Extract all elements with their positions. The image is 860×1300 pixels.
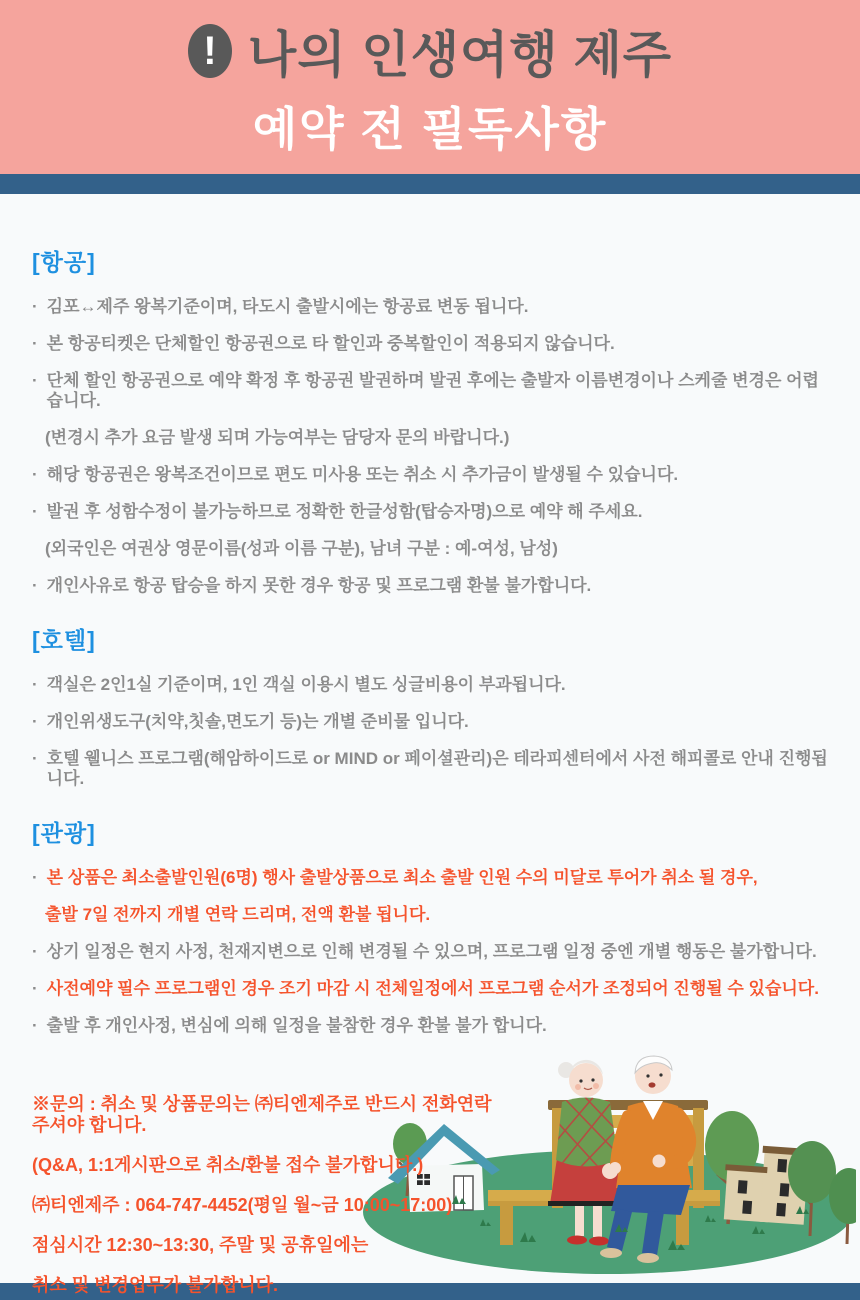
notice-text: 상기 일정은 현지 사정, 천재지변으로 인해 변경될 수 있으며, 프로그램 일정 중엔 개별 행동은 불가합니다. [46, 942, 817, 961]
section-tour [32, 815, 832, 1036]
notice-text: 개인사유로 항공 탑승을 하지 못한 경우 항공 및 프로그램 환불 불가합니다. [46, 576, 592, 595]
notice-text: 출발 7일 전까지 개별 연락 드리며, 전액 환불 됩니다. [45, 905, 431, 924]
notice-text: (외국인은 여권상 영문이름(성과 이름 구분), 남녀 구분 : 예-여성, 남성) [45, 539, 558, 558]
notice-header [0, 0, 860, 174]
bullet-marker: · [32, 371, 38, 390]
notice-text: 김포↔제주 왕복기준이며, 타도시 출발시에는 항공료 변동 됩니다. [46, 297, 529, 316]
bullet-marker: · [32, 712, 38, 731]
notice-line [32, 712, 832, 732]
bullet-marker: · [32, 1016, 38, 1035]
bullet-marker: · [32, 979, 38, 998]
top-divider-bar [0, 174, 860, 194]
page-title: 나의 인생여행 제주 [247, 27, 673, 83]
notice-line-alert [32, 979, 832, 999]
notice-line [32, 371, 832, 411]
section-heading-tour: [관광] [32, 820, 96, 846]
section-heading-flight: [항공] [32, 249, 96, 275]
contact-notice [32, 1094, 502, 1296]
bullet-marker: · [32, 749, 38, 768]
notice-text: 개인위생도구(치약,칫솔,면도기 등)는 개별 준비물 입니다. [46, 712, 469, 731]
contact-line: ※문의 : 취소 및 상품문의는 ㈜티엔제주로 반드시 전화연락 주셔야 합니다. [32, 1094, 492, 1135]
notice-text: 본 상품은 최소출발인원(6명) 행사 출발상품으로 최소 출발 인원 수의 미달로 투어가 취소 될 경우, [46, 868, 758, 887]
bullet-marker: · [32, 868, 38, 887]
notice-line-alert [32, 868, 832, 888]
exclamation-icon: ! [188, 24, 232, 78]
notice-line [32, 675, 832, 695]
notice-text: 본 항공티켓은 단체할인 항공권으로 타 할인과 중복할인이 적용되지 않습니다. [46, 334, 615, 353]
notice-line [32, 297, 832, 317]
contact-line: ㈜티엔제주 : 064-747-4452(평일 월~금 10:00~17:00) [32, 1195, 453, 1215]
notice-line [32, 576, 832, 596]
notice-line-alert [32, 905, 832, 925]
section-heading-hotel: [호텔] [32, 627, 96, 653]
title-row [188, 15, 672, 87]
notice-text: 출발 후 개인사정, 변심에 의해 일정을 불참한 경우 환불 불가 합니다. [46, 1016, 547, 1035]
notice-line [32, 465, 832, 485]
notice-text: 호텔 웰니스 프로그램(해암하이드로 or MIND or 페이셜관리)은 테라피센터에서 사전 해피콜로 안내 진행됩니다. [46, 749, 828, 788]
notice-content [0, 194, 860, 1296]
bullet-marker: · [32, 942, 38, 961]
notice-text: 해당 항공권은 왕복조건이므로 편도 미사용 또는 취소 시 추가금이 발생될 수 있습니다. [46, 465, 679, 484]
notice-text: (변경시 추가 요금 발생 되며 가능여부는 담당자 문의 바랍니다.) [45, 428, 510, 447]
notice-line [32, 749, 832, 789]
notice-line [32, 942, 832, 962]
bullet-marker: · [32, 576, 38, 595]
bullet-marker: · [32, 465, 38, 484]
section-hotel [32, 622, 832, 789]
notice-text: 사전예약 필수 프로그램인 경우 조기 마감 시 전체일정에서 프로그램 순서가 조정되어 진행될 수 있습니다. [46, 979, 819, 998]
bullet-marker: · [32, 297, 38, 316]
notice-text: 발권 후 성함수정이 불가능하므로 정확한 한글성함(탑승자명)으로 예약 해 주세요. [46, 502, 643, 521]
contact-line: 점심시간 12:30~13:30, 주말 및 공휴일에는 [32, 1235, 369, 1255]
section-flight [32, 244, 832, 596]
notice-line [32, 428, 832, 448]
notice-line [32, 502, 832, 522]
notice-line [32, 334, 832, 354]
notice-text: 객실은 2인1실 기준이며, 1인 객실 이용시 별도 싱글비용이 부과됩니다. [46, 675, 566, 694]
notice-line [32, 1016, 832, 1036]
notice-text: 단체 할인 항공권으로 예약 확정 후 항공권 발권하며 발권 후에는 출발자 이름변경이나 스케줄 변경은 어렵습니다. [46, 371, 819, 410]
contact-line: 취소 및 변경업무가 불가합니다. [32, 1275, 279, 1295]
page-subtitle: 예약 전 필독사항 [252, 103, 608, 155]
notice-line [32, 539, 832, 559]
bullet-marker: · [32, 675, 38, 694]
bullet-marker: · [32, 334, 38, 353]
contact-line: (Q&A, 1:1게시판으로 취소/환불 접수 불가합니다.) [32, 1155, 424, 1175]
bullet-marker: · [32, 502, 38, 521]
